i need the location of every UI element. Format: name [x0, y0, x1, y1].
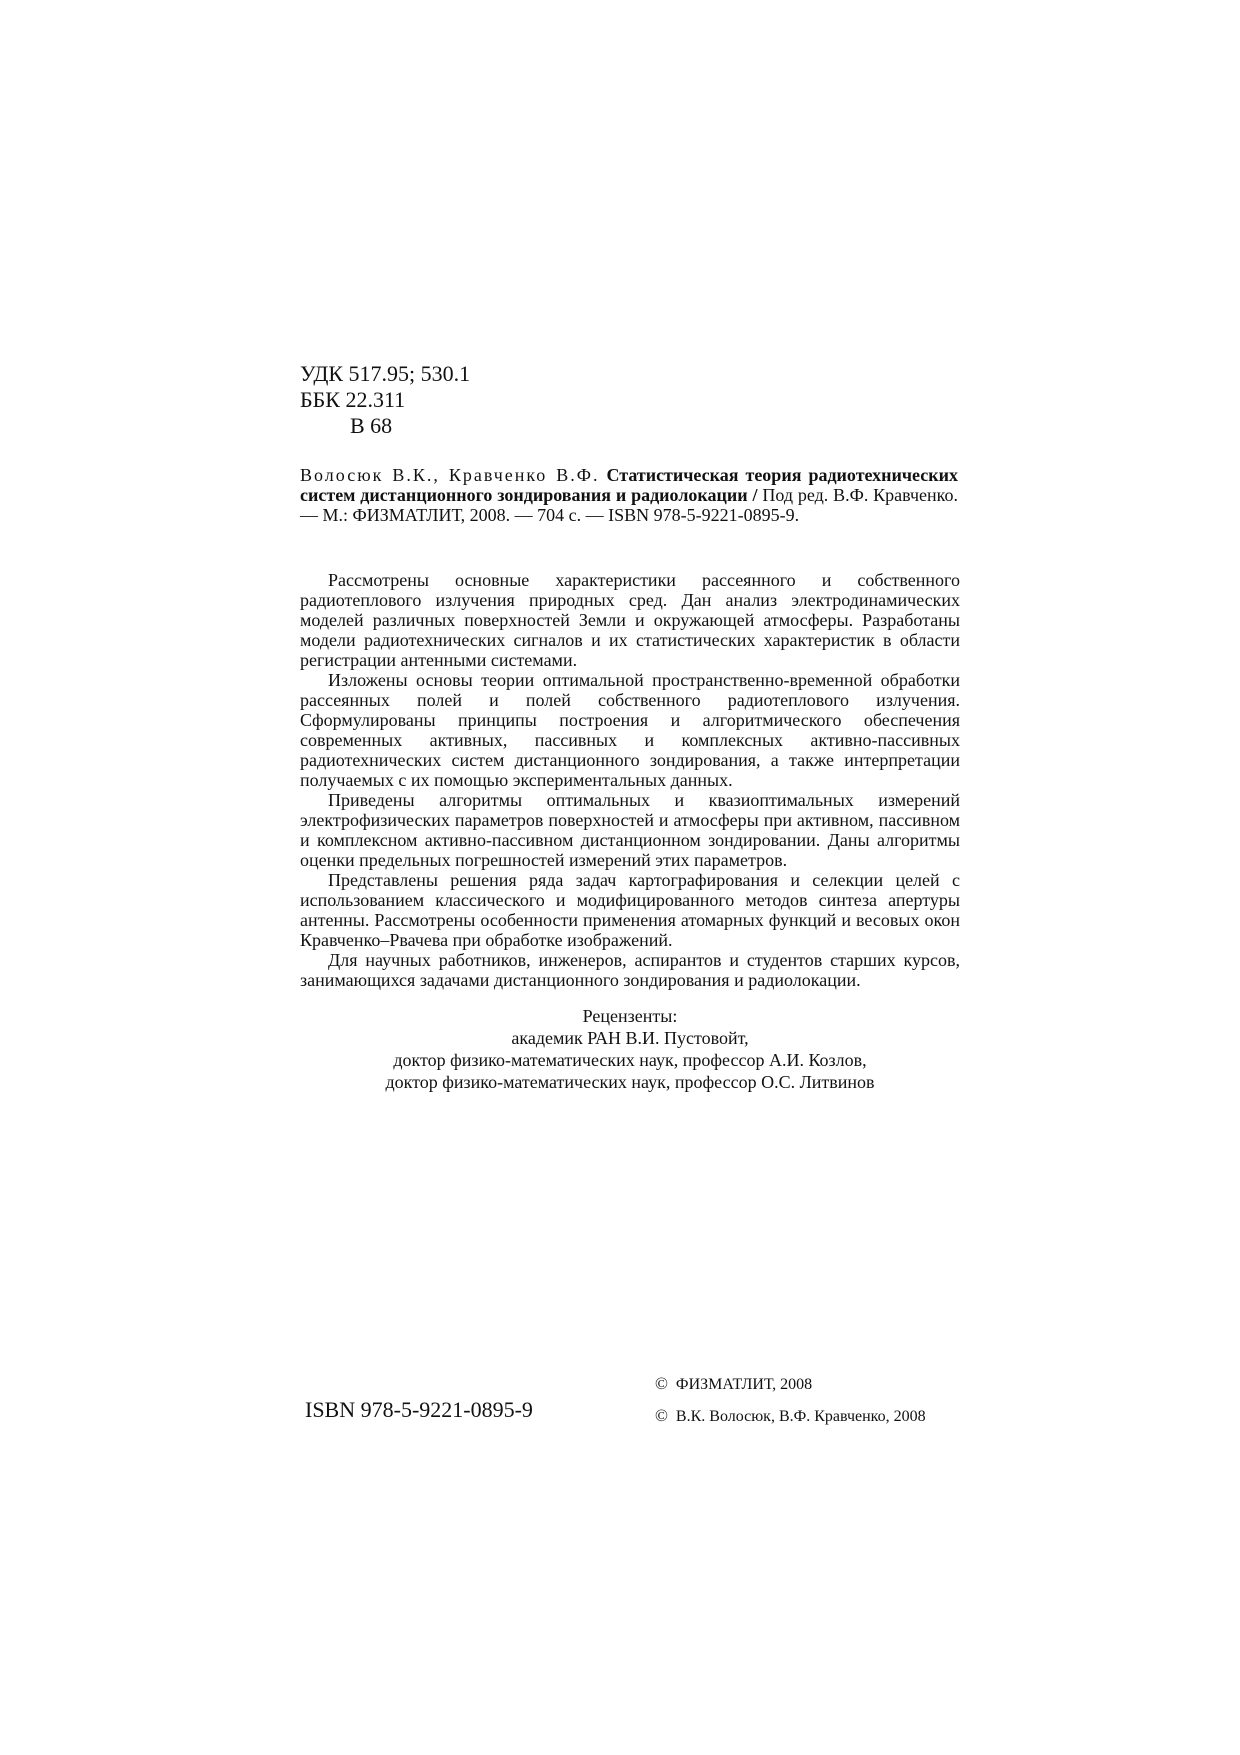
udk-code: УДК 517.95; 530.1: [300, 361, 471, 386]
book-publication-details: Под ред. В.Ф. Кравченко. — М.: ФИЗМАТЛИТ, 2008. — 704 с. — ISBN 978-5-9221-0895-9.: [300, 485, 958, 525]
classification-block: [300, 361, 470, 439]
annotation-paragraph: Для научных работников, инженеров, аспирантов и студентов старших курсов, занимающихся задачами дистанционного зондирования и радиолокации.: [300, 950, 960, 990]
annotation-paragraph: Приведены алгоритмы оптимальных и квазиоптимальных измерений электрофизических параметров поверхностей и атмосферы при активном, пассивном и комплексном активно-пассивном дистанционном зондировании. Даны алгоритмы оценки предельных погрешностей измерений этих параметров.: [300, 790, 960, 870]
reviewer-entry: доктор физико-математических наук, профессор А.И. Козлов,: [393, 1050, 867, 1070]
copyright-icon: ©: [655, 1374, 668, 1393]
reviewer-entry: доктор физико-математических наук, профессор О.С. Литвинов: [385, 1072, 875, 1092]
reviewers-block: [300, 1005, 960, 1093]
copyright-holder: В.К. Волосюк, В.Ф. Кравченко, 2008: [675, 1408, 926, 1425]
annotation-paragraph: Рассмотрены основные характеристики рассеянного и собственного радиотеплового излучения природных сред. Дан анализ электродинамических моделей различных поверхностей Земли и окружающей атмосферы. Разработаны модели радиотехнических сигналов и их статистических характеристик в области регистрации антенными системами.: [300, 570, 960, 670]
author-mark: В 68: [350, 413, 393, 438]
copyright-icon: ©: [655, 1406, 668, 1425]
reviewers-heading: Рецензенты:: [582, 1006, 678, 1026]
book-authors: Волосюк В.К., Кравченко В.Ф.: [300, 465, 600, 485]
copyright-block: [655, 1368, 926, 1432]
isbn-footer: ISBN 978-5-9221-0895-9: [305, 1397, 533, 1422]
annotation-paragraph: Изложены основы теории оптимальной пространственно-временной обработки рассеянных полей и полей собственного радиотеплового излучения. Сформулированы принципы построения и алгоритмического обеспечения современных активных, пассивных и комплексных активно-пассивных радиотехнических систем дистанционного зондирования, а также интерпретации получаемых с их помощью экспериментальных данных.: [300, 670, 960, 790]
bbk-code: ББК 22.311: [300, 387, 406, 412]
book-title: Статистическая теория радиотехнических систем дистанционного зондирования и радиолокации /: [300, 465, 958, 505]
copyright-line: [655, 1368, 926, 1400]
bibliographic-record: [300, 465, 958, 525]
reviewer-entry: академик РАН В.И. Пустовойт,: [511, 1028, 749, 1048]
annotation-paragraph: Представлены решения ряда задач картографирования и селекции целей с использованием классического и модифицированного методов синтеза апертуры антенны. Рассмотрены особенности применения атомарных функций и весовых окон Кравченко–Рвачева при обработке изображений.: [300, 870, 960, 950]
copyright-line: [655, 1400, 926, 1432]
copyright-holder: ФИЗМАТЛИТ, 2008: [675, 1376, 813, 1393]
annotation: [300, 570, 960, 990]
